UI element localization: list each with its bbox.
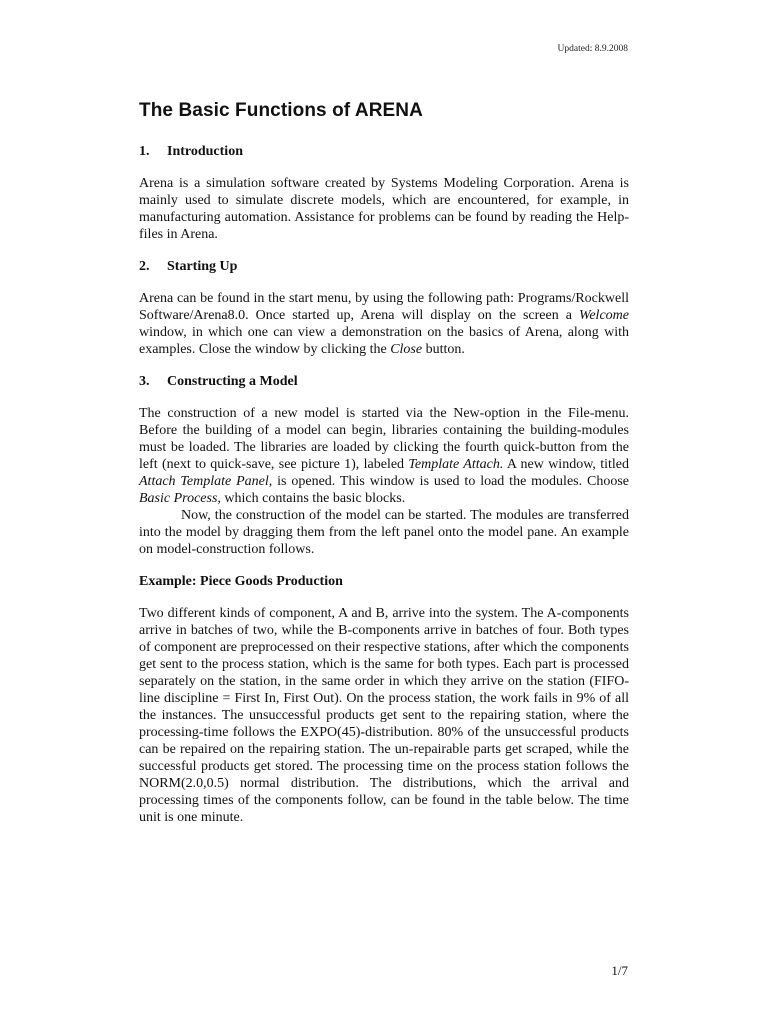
introduction-paragraph: Arena is a simulation software created by Systems Modeling Corporation. Arena is mainly used to simulate discrete models, which are encountered, for example, in manufacturing automation. Assistance for problems can be found by reading the Help-files in Arena. bbox=[139, 176, 629, 242]
section-title: Starting Up bbox=[167, 259, 238, 274]
italic-term: Attach Template Panel bbox=[139, 474, 269, 489]
page-number: 1/7 bbox=[611, 963, 628, 978]
example-paragraph: Two different kinds of component, A and B, arrive into the system. The A-components arrive in batches of two, while the B-components arrive in batches of four. Both types of component are preprocessed on their respective stations, after which the components get sent to the process station, which is the same for both types. Each part is processed separately on the station, in the same order in which they arrive on the station (FIFO-line discipline = First In, First Out). On the process station, the work fails in 9% of all the instances. The unsuccessful products get sent to the repairing station, where the processing-time follows the EXPO(45)-distribution. 80% of the unsuccessful products can be repaired on the repairing station. The un-repairable parts get scraped, while the successful products get stored. The processing time on the process station follows the NORM(2.0,0.5) normal distribution. The distributions, which the arrival and processing times of the components follow, can be found in the table below. The time unit is one minute. bbox=[139, 606, 629, 825]
constructing-paragraph bbox=[139, 405, 629, 507]
section-number: 1. bbox=[139, 144, 150, 159]
italic-term: Basic Process bbox=[139, 491, 218, 506]
text-run: Arena can be found in the start menu, by using the following path: Programs/Rockwell Software/Arena8.0. Once started up, Arena will display on the screen a bbox=[139, 291, 629, 323]
italic-term: Template Attach. bbox=[408, 457, 504, 472]
document-title: The Basic Functions of ARENA bbox=[139, 100, 423, 121]
example-heading: Example: Piece Goods Production bbox=[139, 574, 343, 589]
section-heading-starting-up bbox=[139, 259, 629, 275]
section-heading-constructing-model bbox=[139, 374, 629, 390]
text-run: button. bbox=[422, 342, 465, 357]
starting-up-paragraph bbox=[139, 290, 629, 358]
section-number: 3. bbox=[139, 374, 150, 389]
document-body bbox=[139, 100, 629, 842]
section-number: 2. bbox=[139, 259, 150, 274]
section-title: Introduction bbox=[167, 144, 243, 159]
italic-term: Close bbox=[390, 342, 423, 357]
text-run: window, in which one can view a demonstration on the basics of Arena, along with examples. Close the window by clicking the bbox=[139, 325, 629, 357]
section-title: Constructing a Model bbox=[167, 374, 298, 389]
constructing-paragraph-2: Now, the construction of the model can be started. The modules are transferred into the model by dragging them from the left panel onto the model pane. An example on model-construction follows. bbox=[139, 508, 629, 557]
text-run: , which contains the basic blocks. bbox=[217, 491, 406, 506]
updated-date: Updated: 8.9.2008 bbox=[557, 44, 628, 54]
section-heading-introduction bbox=[139, 144, 629, 160]
text-run: , is opened. This window is used to load the modules. Choose bbox=[268, 474, 629, 489]
text-run: The construction of a new model is started via the New-option in the File-menu. Before the building of a model can begin, libraries containing the building-modules must be loaded. The libraries are loaded by clicking the fourth quick-button from the left (next to quick-save, see picture 1), labeled bbox=[139, 406, 629, 472]
italic-term: Welcome bbox=[578, 308, 629, 323]
text-run: A new window, titled bbox=[503, 457, 629, 472]
